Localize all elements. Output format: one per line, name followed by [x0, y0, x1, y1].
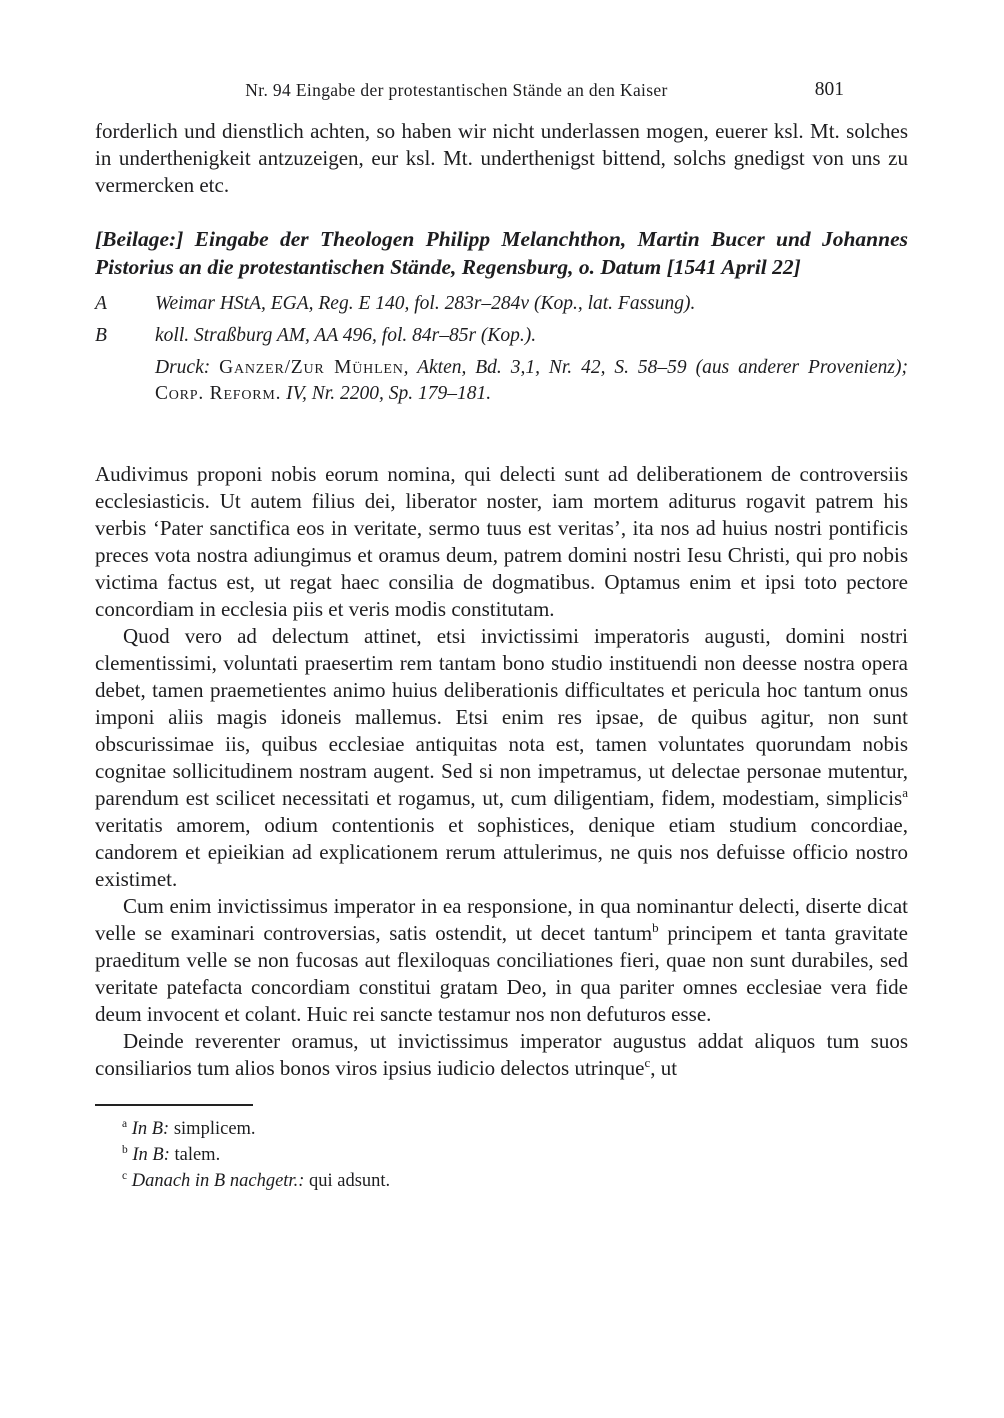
- paragraph-text: Deinde reverenter oramus, ut invictissimus imperator augustus addat aliquos tum suos consiliarios tum alios bonos viros ipsius iudicio delectos utrinque: [95, 1029, 908, 1080]
- druck-label: Druck:: [155, 357, 211, 378]
- druck-citation-2: IV, Nr. 2200, Sp. 179–181.: [281, 383, 492, 404]
- print-reference: [155, 355, 908, 407]
- source-siglum-b: B: [95, 325, 107, 346]
- source-entry-b: [95, 323, 908, 348]
- footnote-marker-b: b: [122, 1143, 128, 1156]
- source-text-a: Weimar HStA, EGA, Reg. E 140, fol. 283r–284v (Kop., lat. Fassung).: [155, 293, 696, 314]
- page-number: 801: [814, 79, 844, 100]
- running-head-title: Nr. 94 Eingabe der protestantischen Stände an den Kaiser: [245, 80, 668, 100]
- continuation-paragraph: forderlich und dienstlich achten, so haben wir nicht underlassen mogen, euerer ksl. Mt. solches in underthenigkeit antzuzeigen, eur ksl. Mt. underthenigst bittend, solchs gnedigst von uns zu vermercken etc.: [95, 119, 908, 197]
- body-paragraph-1: Audivimus proponi nobis eorum nomina, qui delecti sunt ad deliberationem de controversiis ecclesiasticis. Ut autem filius dei, liberator noster, iam mortem aditurus rogavit patrem his verbis ‘Pater sanctifica eos in veritate, sermo tuus est veritas’, ita nos ad huius nostri pontificis preces vota nostra adiungimus et oramus deum, patrem domini nostri Iesu Christi, qui pro nobis victima factus est, ut regat haec consilia de dogmatibus. Optamus enim et ipsi toto pectore concordiam in ecclesia piis et veris modis constitutam.: [95, 462, 908, 621]
- footnote-a: [95, 1116, 908, 1142]
- source-entry-a: [95, 291, 908, 316]
- footnote-label-b: In B:: [132, 1145, 170, 1165]
- beilage-heading: [Beilage:] Eingabe der Theologen Philipp Melanchthon, Martin Bucer und Johannes Pistorius an die protestantischen Stände, Regensburg, o. Datum [1541 April 22]: [95, 227, 908, 279]
- footnote-marker-a: a: [122, 1117, 128, 1130]
- body-paragraph-3: [95, 893, 908, 1028]
- paragraph-text: principem et tanta gravitate praeditum velle se non fucosas aut flexiloquas conciliationes fieri, quae non sunt durabiles, sed veritate patefacta concordiam constitui gratam Deo, in qua pariter omnes ecclesiae vera fide deum invocent et colant. Huic rei sancte testamur nos non defuturos esse.: [95, 921, 908, 1026]
- druck-citation-1: , Akten, Bd. 3,1, Nr. 42, S. 58–59 (aus anderer Provenienz);: [403, 357, 909, 378]
- paragraph-text: veritatis amorem, odium contentionis et sophistices, denique etiam studium concordiae, candorem et epieikian ad explicationem rerum attulerimus, ne quis nos defuisse officio nostro existimet.: [95, 813, 908, 891]
- druck-author-2: Corp. Reform.: [155, 383, 282, 404]
- footnote-rule: [95, 1104, 253, 1106]
- footnote-label-c: Danach in B nachgetr.:: [131, 1171, 305, 1191]
- footnote-text-a: simplicem.: [173, 1119, 256, 1139]
- manuscript-source-list: [95, 291, 908, 407]
- footnote-ref-b: b: [652, 920, 659, 935]
- footnote-marker-c: c: [122, 1169, 128, 1182]
- paragraph-text: Quod vero ad delectum attinet, etsi invictissimi imperatoris augusti, domini nostri clementissimi, voluntati praesertim rem tantam bono studio instituendi non deesse nostra opera debet, tamen praemetientes animo huius deliberationis difficultates et pericula hoc tantum onus imponi aliis magis idoneis mallemus. Etsi enim res ipsae, de quibus agitur, non sunt obscurissimae iis, quibus ecclesiae antiquitas nota est, tamen voluntates quorundam nobis cognitae sollicitudinem nostram augent. Sed si non impetramus, ut delectae personae mutentur, parendum est scilicet necessitati et rogamus, ut, cum diligentiam, fidem, modestiam, simplicis: [95, 624, 908, 810]
- document-body: [95, 461, 908, 1082]
- druck-author-1: Ganzer/Zur Mühlen: [219, 357, 404, 378]
- source-siglum-a: A: [95, 293, 107, 314]
- footnote-ref-c: c: [644, 1055, 651, 1070]
- footnote-text-c: qui adsunt.: [308, 1171, 391, 1191]
- paragraph-text: , ut: [650, 1056, 678, 1080]
- footnote-ref-a: a: [902, 785, 908, 800]
- paragraph-text: Cum enim invictissimus imperator in ea responsione, in qua nominantur delecti, diserte dicat velle se examinari controversias, satis ostendit, ut decet tantum: [95, 894, 908, 945]
- footnote-block: [95, 1104, 908, 1194]
- footnote-c: [95, 1168, 908, 1194]
- footnote-text-b: talem.: [174, 1145, 221, 1165]
- footnote-label-a: In B:: [131, 1119, 170, 1139]
- running-head: [95, 80, 908, 104]
- body-paragraph-4: [95, 1028, 908, 1082]
- body-paragraph-2: [95, 623, 908, 893]
- source-text-b: koll. Straßburg AM, AA 496, fol. 84r–85r (Kop.).: [155, 325, 537, 346]
- footnote-b: [95, 1142, 908, 1168]
